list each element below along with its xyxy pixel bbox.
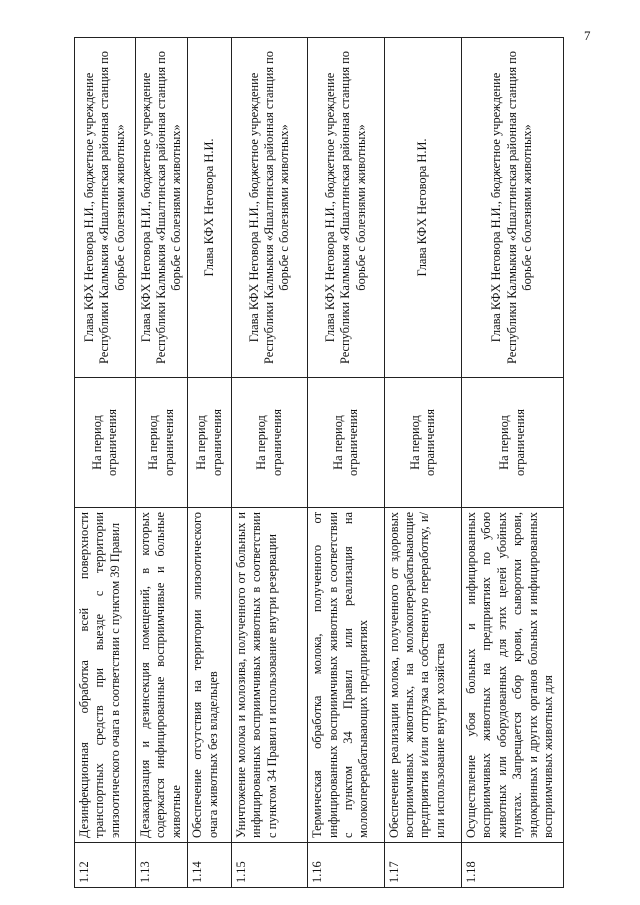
item-number: 1.18 — [462, 843, 564, 888]
table-row — [462, 38, 564, 888]
measure-term: На период ограничения — [188, 378, 232, 508]
item-number: 1.16 — [308, 843, 384, 888]
measure-description: Обеспечение реализации молока, полученного от здоровых восприимчивых животных, на молокоперерабатывающие предприятия и/или отгрузка на собственную переработку, и/или использование внутри хозяйства — [384, 508, 461, 843]
item-number: 1.14 — [188, 843, 232, 888]
table-row — [231, 38, 307, 888]
table-row — [188, 38, 232, 888]
measure-description: Дезакаризация и дезинсекция помещений, в которых содержатся инфицированные восприимчивые и больные животные — [136, 508, 188, 843]
table-row — [75, 38, 136, 888]
measure-term: На период ограничения — [384, 378, 461, 508]
measure-term: На период ограничения — [231, 378, 307, 508]
measure-term: На период ограничения — [308, 378, 384, 508]
measure-term: На период ограничения — [462, 378, 564, 508]
measure-responsible: Глава КФХ Неговора Н.И. — [188, 38, 232, 378]
measure-description: Уничтожение молока и молозива, полученного от больных и инфицированных восприимчивых животных в соответствии с пунктом 34 Правил и использование внутри резервации — [231, 508, 307, 843]
measure-description: Обеспечение отсутствия на территории эпизоотического очага животных без владельцев — [188, 508, 232, 843]
page-number: 7 — [584, 28, 591, 43]
measure-responsible: Глава КФХ Неговора Н.И., бюджетное учреждение Республики Калмыкия «Яшалтинская районная станция по борьбе с болезнями животных» — [462, 38, 564, 378]
measure-term: На период ограничения — [75, 378, 136, 508]
measure-description: Осуществление убоя больных и инфицированных восприимчивых животных на предприятиях по убою животных или оборудованных для этих целей убойных пунктах. Запрещается сбор крови, сыворотки крови, эндокринных и других органов больных и инфицированных восприимчивых животных для — [462, 508, 564, 843]
measure-description: Термическая обработка молока, полученного от инфицированных восприимчивых животных в соответствии с пунктом 34 Правил или реализация на молокоперерабатывающих предприятиях — [308, 508, 384, 843]
item-number: 1.15 — [231, 843, 307, 888]
measure-responsible: Глава КФХ Неговора Н.И., бюджетное учреждение Республики Калмыкия «Яшалтинская районная станция по борьбе с болезнями животных» — [136, 38, 188, 378]
table-row — [308, 38, 384, 888]
item-number: 1.12 — [75, 843, 136, 888]
item-number: 1.17 — [384, 843, 461, 888]
measures-table — [74, 37, 564, 888]
measure-responsible: Глава КФХ Неговора Н.И., бюджетное учреждение Республики Калмыкия «Яшалтинская районная станция по борьбе с болезнями животных» — [75, 38, 136, 378]
measure-responsible: Глава КФХ Неговора Н.И., бюджетное учреждение Республики Калмыкия «Яшалтинская районная станция по борьбе с болезнями животных» — [308, 38, 384, 378]
measure-responsible: Глава КФХ Неговора Н.И. — [384, 38, 461, 378]
table-row — [384, 38, 461, 888]
table-row — [136, 38, 188, 888]
measure-description: Дезинфекционная обработка всей поверхности транспортных средств при выезде с территории эпизоотического очага в соответствии с пунктом 39 Правил — [75, 508, 136, 843]
item-number: 1.13 — [136, 843, 188, 888]
measure-term: На период ограничения — [136, 378, 188, 508]
measure-responsible: Глава КФХ Неговора Н.И., бюджетное учреждение Республики Калмыкия «Яшалтинская районная станция по борьбе с болезнями животных» — [231, 38, 307, 378]
